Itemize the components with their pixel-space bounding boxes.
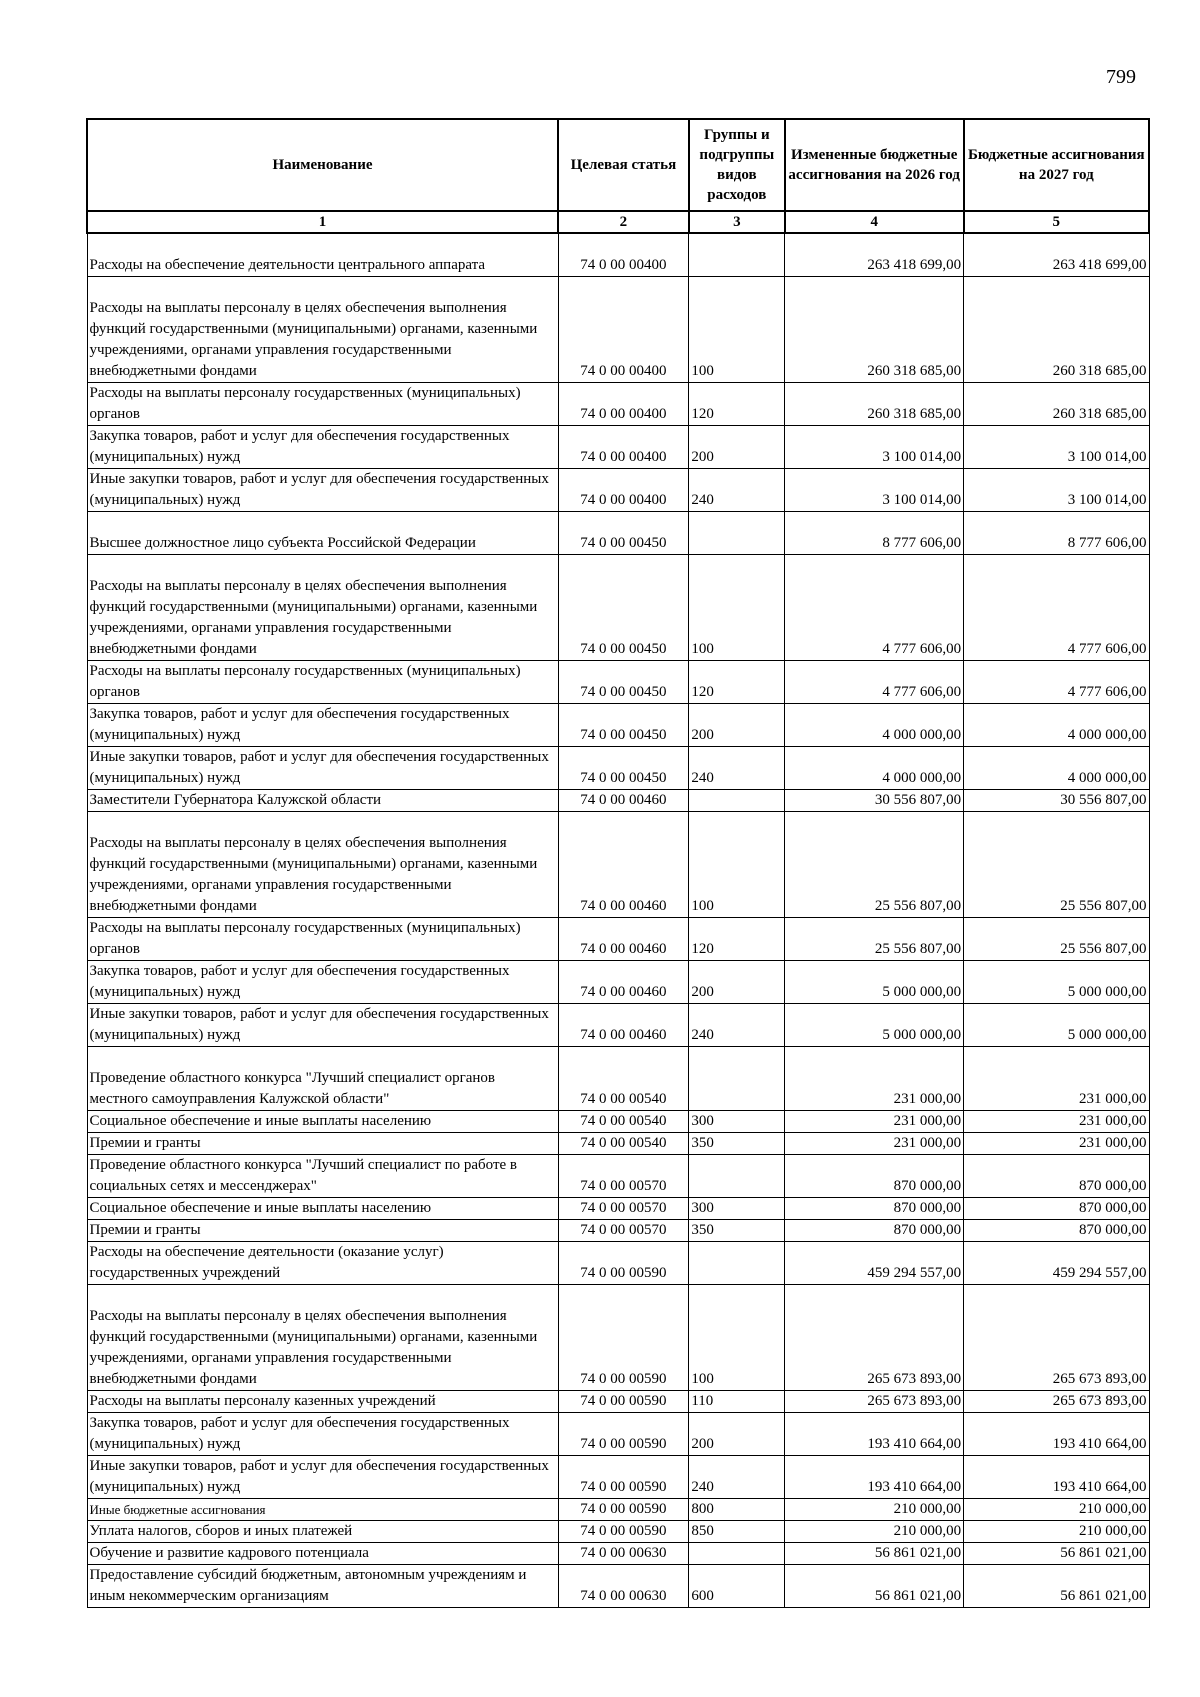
- row-amount-2026: 3 100 014,00: [785, 469, 964, 512]
- table-row: [87, 961, 1149, 1004]
- row-target-article: 74 0 00 00630: [558, 1543, 689, 1565]
- row-target-article: 74 0 00 00400: [558, 469, 689, 512]
- row-expense-group: 200: [689, 704, 785, 747]
- row-amount-2027: 193 410 664,00: [964, 1456, 1149, 1499]
- row-amount-2026: 193 410 664,00: [785, 1413, 964, 1456]
- row-name: Иные закупки товаров, работ и услуг для обеспечения государственных (муниципальных) нужд: [87, 747, 558, 790]
- row-name: Высшее должностное лицо субъекта Российской Федерации: [87, 512, 558, 555]
- row-amount-2027: 210 000,00: [964, 1521, 1149, 1543]
- row-amount-2026: 263 418 699,00: [785, 233, 964, 277]
- table-row: [87, 1111, 1149, 1133]
- row-name: Расходы на выплаты персоналу в целях обеспечения выполнения функций государственными (муниципальными) органами, казенными учреждениями, органами управления государственными внебюджетными фондами: [87, 277, 558, 383]
- row-name: Уплата налогов, сборов и иных платежей: [87, 1521, 558, 1543]
- row-expense-group: 850: [689, 1521, 785, 1543]
- table-row: [87, 704, 1149, 747]
- row-amount-2026: 5 000 000,00: [785, 961, 964, 1004]
- table-row: [87, 383, 1149, 426]
- row-amount-2027: 30 556 807,00: [964, 790, 1149, 812]
- row-name: Расходы на выплаты персоналу государственных (муниципальных) органов: [87, 383, 558, 426]
- table-row: [87, 747, 1149, 790]
- row-name: Премии и гранты: [87, 1133, 558, 1155]
- row-name: Закупка товаров, работ и услуг для обеспечения государственных (муниципальных) нужд: [87, 704, 558, 747]
- row-name: Расходы на выплаты персоналу в целях обеспечения выполнения функций государственными (муниципальными) органами, казенными учреждениями, органами управления государственными внебюджетными фондами: [87, 1285, 558, 1391]
- row-expense-group: 200: [689, 1413, 785, 1456]
- table-row: [87, 1521, 1149, 1543]
- row-name: Иные бюджетные ассигнования: [87, 1499, 558, 1521]
- table-row: [87, 1133, 1149, 1155]
- row-amount-2027: 4 000 000,00: [964, 704, 1149, 747]
- row-amount-2027: 56 861 021,00: [964, 1543, 1149, 1565]
- row-name: Иные закупки товаров, работ и услуг для обеспечения государственных (муниципальных) нужд: [87, 1456, 558, 1499]
- row-name: Проведение областного конкурса "Лучший специалист органов местного самоуправления Калужской области": [87, 1047, 558, 1111]
- table-row: [87, 918, 1149, 961]
- row-amount-2026: 30 556 807,00: [785, 790, 964, 812]
- row-amount-2026: 8 777 606,00: [785, 512, 964, 555]
- row-expense-group: [689, 1155, 785, 1198]
- row-amount-2026: 210 000,00: [785, 1521, 964, 1543]
- header-expense-groups: Группы и подгруппы видов расходов: [689, 119, 785, 211]
- row-amount-2026: 3 100 014,00: [785, 426, 964, 469]
- table-row: [87, 1565, 1149, 1608]
- row-target-article: 74 0 00 00590: [558, 1521, 689, 1543]
- row-name: Премии и гранты: [87, 1220, 558, 1242]
- row-expense-group: 240: [689, 1456, 785, 1499]
- row-amount-2027: 25 556 807,00: [964, 812, 1149, 918]
- table-row: [87, 277, 1149, 383]
- row-expense-group: 200: [689, 961, 785, 1004]
- row-expense-group: 120: [689, 661, 785, 704]
- row-amount-2027: 3 100 014,00: [964, 426, 1149, 469]
- row-amount-2027: 263 418 699,00: [964, 233, 1149, 277]
- row-amount-2026: 870 000,00: [785, 1220, 964, 1242]
- row-expense-group: 100: [689, 555, 785, 661]
- row-expense-group: 100: [689, 1285, 785, 1391]
- table-row: [87, 1285, 1149, 1391]
- row-expense-group: 240: [689, 747, 785, 790]
- table-row: [87, 512, 1149, 555]
- row-amount-2026: 4 000 000,00: [785, 747, 964, 790]
- row-name: Социальное обеспечение и иные выплаты населению: [87, 1111, 558, 1133]
- row-name: Расходы на выплаты персоналу государственных (муниципальных) органов: [87, 661, 558, 704]
- table-row: [87, 1456, 1149, 1499]
- row-target-article: 74 0 00 00400: [558, 383, 689, 426]
- row-target-article: 74 0 00 00540: [558, 1047, 689, 1111]
- row-expense-group: [689, 790, 785, 812]
- table-body: [87, 233, 1149, 1608]
- row-amount-2026: 193 410 664,00: [785, 1456, 964, 1499]
- row-target-article: 74 0 00 00590: [558, 1242, 689, 1285]
- row-amount-2027: 4 777 606,00: [964, 661, 1149, 704]
- row-amount-2027: 260 318 685,00: [964, 383, 1149, 426]
- row-target-article: 74 0 00 00570: [558, 1220, 689, 1242]
- row-target-article: 74 0 00 00590: [558, 1413, 689, 1456]
- row-amount-2026: 231 000,00: [785, 1111, 964, 1133]
- row-name: Предоставление субсидий бюджетным, автономным учреждениям и иным некоммерческим организациям: [87, 1565, 558, 1608]
- row-target-article: 74 0 00 00400: [558, 233, 689, 277]
- row-expense-group: 100: [689, 812, 785, 918]
- row-expense-group: 100: [689, 277, 785, 383]
- page-number: 799: [1106, 66, 1136, 88]
- row-expense-group: 300: [689, 1198, 785, 1220]
- budget-table: [86, 118, 1150, 1608]
- row-amount-2027: 265 673 893,00: [964, 1285, 1149, 1391]
- row-expense-group: 800: [689, 1499, 785, 1521]
- table-row: [87, 1413, 1149, 1456]
- table-row: [87, 426, 1149, 469]
- row-expense-group: 300: [689, 1111, 785, 1133]
- row-expense-group: 120: [689, 383, 785, 426]
- header-num-4: 4: [785, 211, 964, 233]
- row-amount-2026: 231 000,00: [785, 1047, 964, 1111]
- row-expense-group: 240: [689, 1004, 785, 1047]
- row-name: Расходы на выплаты персоналу в целях обеспечения выполнения функций государственными (муниципальными) органами, казенными учреждениями, органами управления государственными внебюджетными фондами: [87, 555, 558, 661]
- header-num-3: 3: [689, 211, 785, 233]
- row-expense-group: [689, 512, 785, 555]
- row-target-article: 74 0 00 00630: [558, 1565, 689, 1608]
- row-target-article: 74 0 00 00450: [558, 512, 689, 555]
- row-amount-2026: 459 294 557,00: [785, 1242, 964, 1285]
- row-amount-2026: 265 673 893,00: [785, 1285, 964, 1391]
- row-name: Заместители Губернатора Калужской области: [87, 790, 558, 812]
- row-amount-2027: 231 000,00: [964, 1111, 1149, 1133]
- row-expense-group: 110: [689, 1391, 785, 1413]
- table-row: [87, 790, 1149, 812]
- row-target-article: 74 0 00 00590: [558, 1285, 689, 1391]
- row-amount-2027: 4 000 000,00: [964, 747, 1149, 790]
- row-amount-2027: 265 673 893,00: [964, 1391, 1149, 1413]
- row-amount-2027: 870 000,00: [964, 1198, 1149, 1220]
- row-amount-2027: 870 000,00: [964, 1155, 1149, 1198]
- row-target-article: 74 0 00 00450: [558, 747, 689, 790]
- row-target-article: 74 0 00 00450: [558, 704, 689, 747]
- table-row: [87, 1004, 1149, 1047]
- header-name: Наименование: [87, 119, 558, 211]
- row-name: Расходы на выплаты персоналу в целях обеспечения выполнения функций государственными (муниципальными) органами, казенными учреждениями, органами управления государственными внебюджетными фондами: [87, 812, 558, 918]
- table-row: [87, 661, 1149, 704]
- row-target-article: 74 0 00 00450: [558, 661, 689, 704]
- row-target-article: 74 0 00 00540: [558, 1111, 689, 1133]
- row-name: Иные закупки товаров, работ и услуг для обеспечения государственных (муниципальных) нужд: [87, 1004, 558, 1047]
- table-row: [87, 1543, 1149, 1565]
- row-amount-2026: 5 000 000,00: [785, 1004, 964, 1047]
- row-amount-2027: 231 000,00: [964, 1047, 1149, 1111]
- row-amount-2026: 56 861 021,00: [785, 1543, 964, 1565]
- row-name: Закупка товаров, работ и услуг для обеспечения государственных (муниципальных) нужд: [87, 961, 558, 1004]
- table-row: [87, 1242, 1149, 1285]
- row-target-article: 74 0 00 00450: [558, 555, 689, 661]
- header-num-2: 2: [558, 211, 689, 233]
- row-name: Расходы на обеспечение деятельности (оказание услуг) государственных учреждений: [87, 1242, 558, 1285]
- row-expense-group: 200: [689, 426, 785, 469]
- row-amount-2026: 4 000 000,00: [785, 704, 964, 747]
- header-target-article: Целевая статья: [558, 119, 689, 211]
- row-amount-2027: 5 000 000,00: [964, 1004, 1149, 1047]
- row-name: Расходы на обеспечение деятельности центрального аппарата: [87, 233, 558, 277]
- row-amount-2026: 231 000,00: [785, 1133, 964, 1155]
- header-num-5: 5: [964, 211, 1149, 233]
- table-header-row: [87, 119, 1149, 211]
- row-expense-group: [689, 1242, 785, 1285]
- row-target-article: 74 0 00 00590: [558, 1499, 689, 1521]
- row-target-article: 74 0 00 00460: [558, 790, 689, 812]
- row-target-article: 74 0 00 00570: [558, 1198, 689, 1220]
- table-row: [87, 1155, 1149, 1198]
- table-column-numbers-row: [87, 211, 1149, 233]
- table-row: [87, 1198, 1149, 1220]
- table-row: [87, 1499, 1149, 1521]
- row-amount-2026: 870 000,00: [785, 1198, 964, 1220]
- row-amount-2027: 5 000 000,00: [964, 961, 1149, 1004]
- row-amount-2027: 210 000,00: [964, 1499, 1149, 1521]
- row-expense-group: [689, 1543, 785, 1565]
- row-target-article: 74 0 00 00460: [558, 918, 689, 961]
- table-row: [87, 812, 1149, 918]
- row-amount-2026: 25 556 807,00: [785, 918, 964, 961]
- row-name: Закупка товаров, работ и услуг для обеспечения государственных (муниципальных) нужд: [87, 426, 558, 469]
- row-target-article: 74 0 00 00460: [558, 812, 689, 918]
- row-amount-2026: 25 556 807,00: [785, 812, 964, 918]
- row-amount-2027: 4 777 606,00: [964, 555, 1149, 661]
- row-amount-2027: 231 000,00: [964, 1133, 1149, 1155]
- row-amount-2026: 265 673 893,00: [785, 1391, 964, 1413]
- row-expense-group: 350: [689, 1220, 785, 1242]
- row-amount-2026: 56 861 021,00: [785, 1565, 964, 1608]
- row-amount-2026: 210 000,00: [785, 1499, 964, 1521]
- row-amount-2027: 870 000,00: [964, 1220, 1149, 1242]
- row-name: Закупка товаров, работ и услуг для обеспечения государственных (муниципальных) нужд: [87, 1413, 558, 1456]
- header-amended-2026: Измененные бюджетные ассигнования на 2026 год: [785, 119, 964, 211]
- row-target-article: 74 0 00 00570: [558, 1155, 689, 1198]
- row-name: Социальное обеспечение и иные выплаты населению: [87, 1198, 558, 1220]
- table-row: [87, 1391, 1149, 1413]
- row-name: Обучение и развитие кадрового потенциала: [87, 1543, 558, 1565]
- row-expense-group: 240: [689, 469, 785, 512]
- row-target-article: 74 0 00 00400: [558, 426, 689, 469]
- table-row: [87, 233, 1149, 277]
- row-amount-2026: 260 318 685,00: [785, 383, 964, 426]
- row-expense-group: 350: [689, 1133, 785, 1155]
- row-target-article: 74 0 00 00590: [558, 1391, 689, 1413]
- row-target-article: 74 0 00 00400: [558, 277, 689, 383]
- row-target-article: 74 0 00 00590: [558, 1456, 689, 1499]
- row-expense-group: 600: [689, 1565, 785, 1608]
- table-row: [87, 1047, 1149, 1111]
- row-name: Расходы на выплаты персоналу казенных учреждений: [87, 1391, 558, 1413]
- row-expense-group: 120: [689, 918, 785, 961]
- row-amount-2026: 260 318 685,00: [785, 277, 964, 383]
- row-amount-2027: 25 556 807,00: [964, 918, 1149, 961]
- header-num-1: 1: [87, 211, 558, 233]
- row-expense-group: [689, 1047, 785, 1111]
- row-amount-2027: 260 318 685,00: [964, 277, 1149, 383]
- row-amount-2026: 4 777 606,00: [785, 555, 964, 661]
- row-expense-group: [689, 233, 785, 277]
- row-name: Расходы на выплаты персоналу государственных (муниципальных) органов: [87, 918, 558, 961]
- row-target-article: 74 0 00 00460: [558, 961, 689, 1004]
- row-target-article: 74 0 00 00540: [558, 1133, 689, 1155]
- table-row: [87, 469, 1149, 512]
- header-budget-2027: Бюджетные ассигнования на 2027 год: [964, 119, 1149, 211]
- row-amount-2027: 459 294 557,00: [964, 1242, 1149, 1285]
- table-row: [87, 1220, 1149, 1242]
- row-amount-2026: 4 777 606,00: [785, 661, 964, 704]
- row-amount-2027: 56 861 021,00: [964, 1565, 1149, 1608]
- table-row: [87, 555, 1149, 661]
- row-target-article: 74 0 00 00460: [558, 1004, 689, 1047]
- row-name: Проведение областного конкурса "Лучший специалист по работе в социальных сетях и мессенджерах": [87, 1155, 558, 1198]
- row-amount-2027: 3 100 014,00: [964, 469, 1149, 512]
- row-amount-2027: 8 777 606,00: [964, 512, 1149, 555]
- row-name: Иные закупки товаров, работ и услуг для обеспечения государственных (муниципальных) нужд: [87, 469, 558, 512]
- row-amount-2027: 193 410 664,00: [964, 1413, 1149, 1456]
- row-amount-2026: 870 000,00: [785, 1155, 964, 1198]
